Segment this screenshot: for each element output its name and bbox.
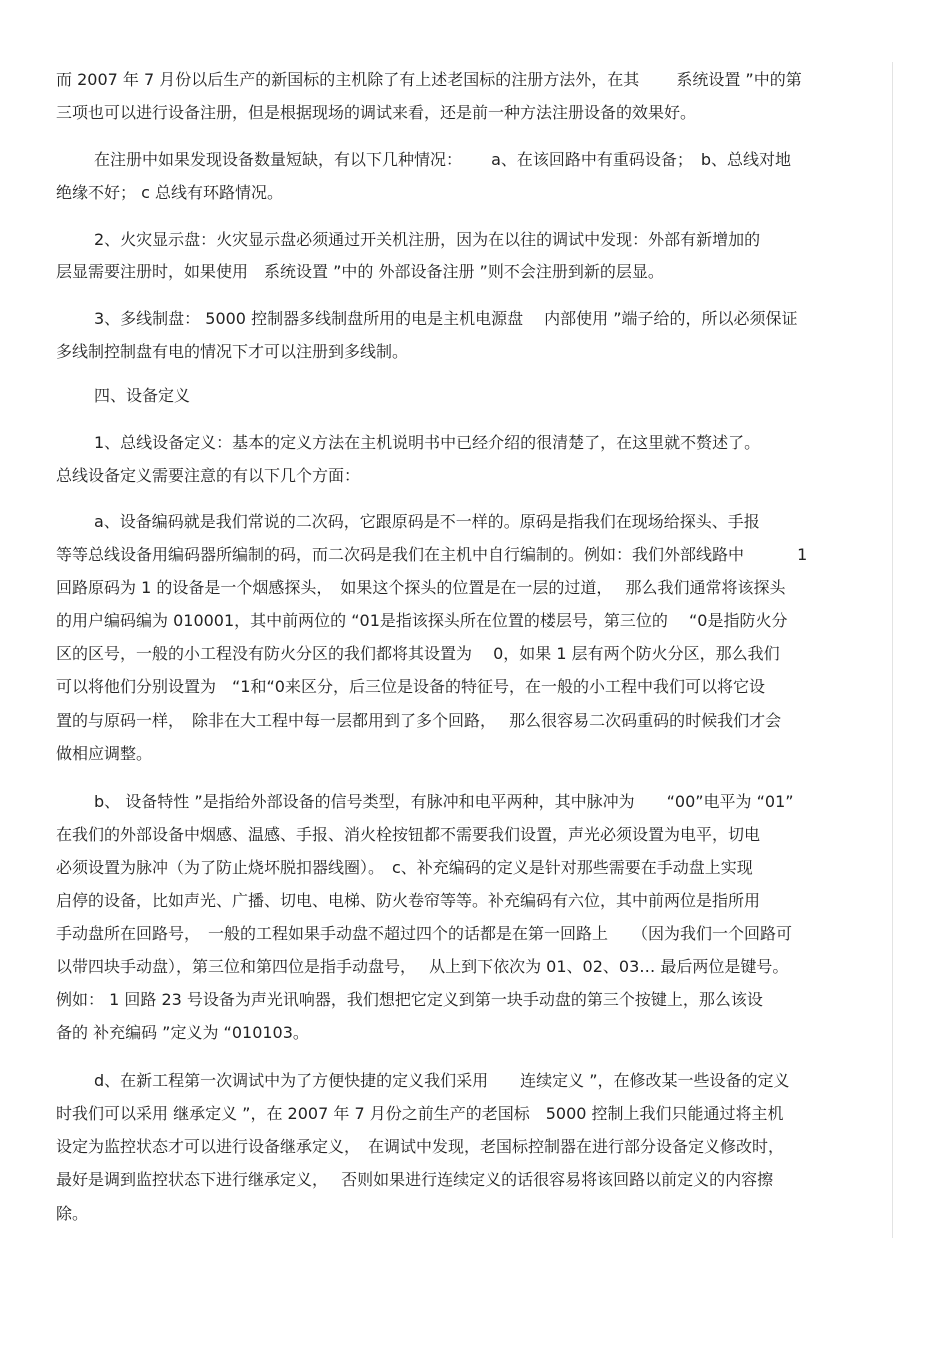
text-line-17: 可以将他们分别设置为 “1和“0来区分，后三位是设备的特征号，在一般的小工程中我们可以将它设 — [56, 677, 765, 696]
text-line-32: 除。 — [56, 1204, 89, 1223]
text-line-5: 2、火灾显示盘：火灾显示盘必须通过开关机注册，因为在以往的调试中发现：外部有新增加的 — [94, 230, 761, 249]
text-line-21: 在我们的外部设备中烟感、温感、手报、消火栓按钮都不需要我们设置，声光必须设置为电平，切电 — [56, 825, 761, 844]
text-line-29: 时我们可以采用 继承定义 ”，在 2007 年 7 月份之前生产的老国标 5000 控制上我们只能通过将主机 — [56, 1104, 784, 1123]
text-line-15: 的用户编码编为 010001，其中前两位的 “01是指该探头所在位置的楼层号，第三位的 “0是指防火分 — [56, 611, 788, 630]
text-line-13: 等等总线设备用编码器所编制的码，而二次码是我们在主机中自行编制的。例如：我们外部线路中 1 — [56, 545, 808, 564]
text-line-20: b、 设备特性 ”是指给外部设备的信号类型，有脉冲和电平两种，其中脉冲为 “00”电平为 “01” — [94, 792, 794, 811]
text-line-28: d、在新工程第一次调试中为了方便快捷的定义我们采用 连续定义 ”，在修改某一些设备的定义 — [94, 1071, 790, 1090]
text-line-30: 设定为监控状态才可以进行设备继承定义， 在调试中发现，老国标控制器在进行部分设备定义修改时， — [56, 1137, 785, 1156]
text-line-7: 3、多线制盘： 5000 控制器多线制盘所用的电是主机电源盘 内部使用 ”端子给的，所以必须保证 — [94, 309, 798, 328]
text-line-26: 例如： 1 回路 23 号设备为声光讯响器，我们想把它定义到第一块手动盘的第三个按键上，那么该设 — [56, 990, 763, 1009]
text-line-22: 必须设置为脉冲（为了防止烧坏脱扣器线圈）。 c、补充编码的定义是针对那些需要在手动盘上实现 — [56, 858, 753, 877]
text-line-27: 备的 补充编码 ”定义为 “010103。 — [56, 1023, 309, 1042]
text-line-4: 绝缘不好； c 总线有环路情况。 — [56, 183, 283, 202]
text-line-11: 总线设备定义需要注意的有以下几个方面： — [56, 466, 361, 485]
text-line-2: 三项也可以进行设备注册，但是根据现场的调试来看，还是前一种方法注册设备的效果好。 — [56, 103, 697, 122]
document-page — [56, 62, 893, 1238]
text-line-6: 层显需要注册时，如果使用 系统设置 ”中的 外部设备注册 ”则不会注册到新的层显。 — [56, 262, 664, 281]
text-line-25: 以带四块手动盘），第三位和第四位是指手动盘号， 从上到下依次为 01、02、03… 最后两位是键号。 — [56, 957, 789, 976]
text-line-24: 手动盘所在回路号， 一般的工程如果手动盘不超过四个的话都是在第一回路上 （因为我们一个回路可 — [56, 924, 793, 943]
text-line-3: 在注册中如果发现设备数量短缺，有以下几种情况： a、在该回路中有重码设备； b、总线对地 — [94, 150, 792, 169]
text-line-16: 区的区号，一般的小工程没有防火分区的我们都将其设置为 0，如果 1 层有两个防火分区，那么我们 — [56, 644, 780, 663]
text-line-31: 最好是调到监控状态下进行继承定义， 否则如果进行连续定义的话很容易将该回路以前定义的内容擦 — [56, 1170, 774, 1189]
text-line-18: 置的与原码一样， 除非在大工程中每一层都用到了多个回路， 那么很容易二次码重码的时候我们才会 — [56, 711, 782, 730]
text-line-1: 而 2007 年 7 月份以后生产的新国标的主机除了有上述老国标的注册方法外，在其 系统设置 ”中的第 — [56, 70, 802, 89]
text-line-10: 1、总线设备定义：基本的定义方法在主机说明书中已经介绍的很清楚了，在这里就不赘述了。 — [94, 433, 761, 452]
text-line-23: 启停的设备，比如声光、广播、切电、电梯、防火卷帘等等。补充编码有六位，其中前两位是指所用 — [56, 891, 761, 910]
text-line-14: 回路原码为 1 的设备是一个烟感探头， 如果这个探头的位置是在一层的过道， 那么我们通常将该探头 — [56, 578, 786, 597]
section-heading: 四、设备定义 — [94, 386, 191, 405]
text-line-12: a、设备编码就是我们常说的二次码，它跟原码是不一样的。原码是指我们在现场给探头、手报 — [94, 512, 760, 531]
text-line-8: 多线制控制盘有电的情况下才可以注册到多线制。 — [56, 342, 409, 361]
text-line-19: 做相应调整。 — [56, 744, 153, 763]
